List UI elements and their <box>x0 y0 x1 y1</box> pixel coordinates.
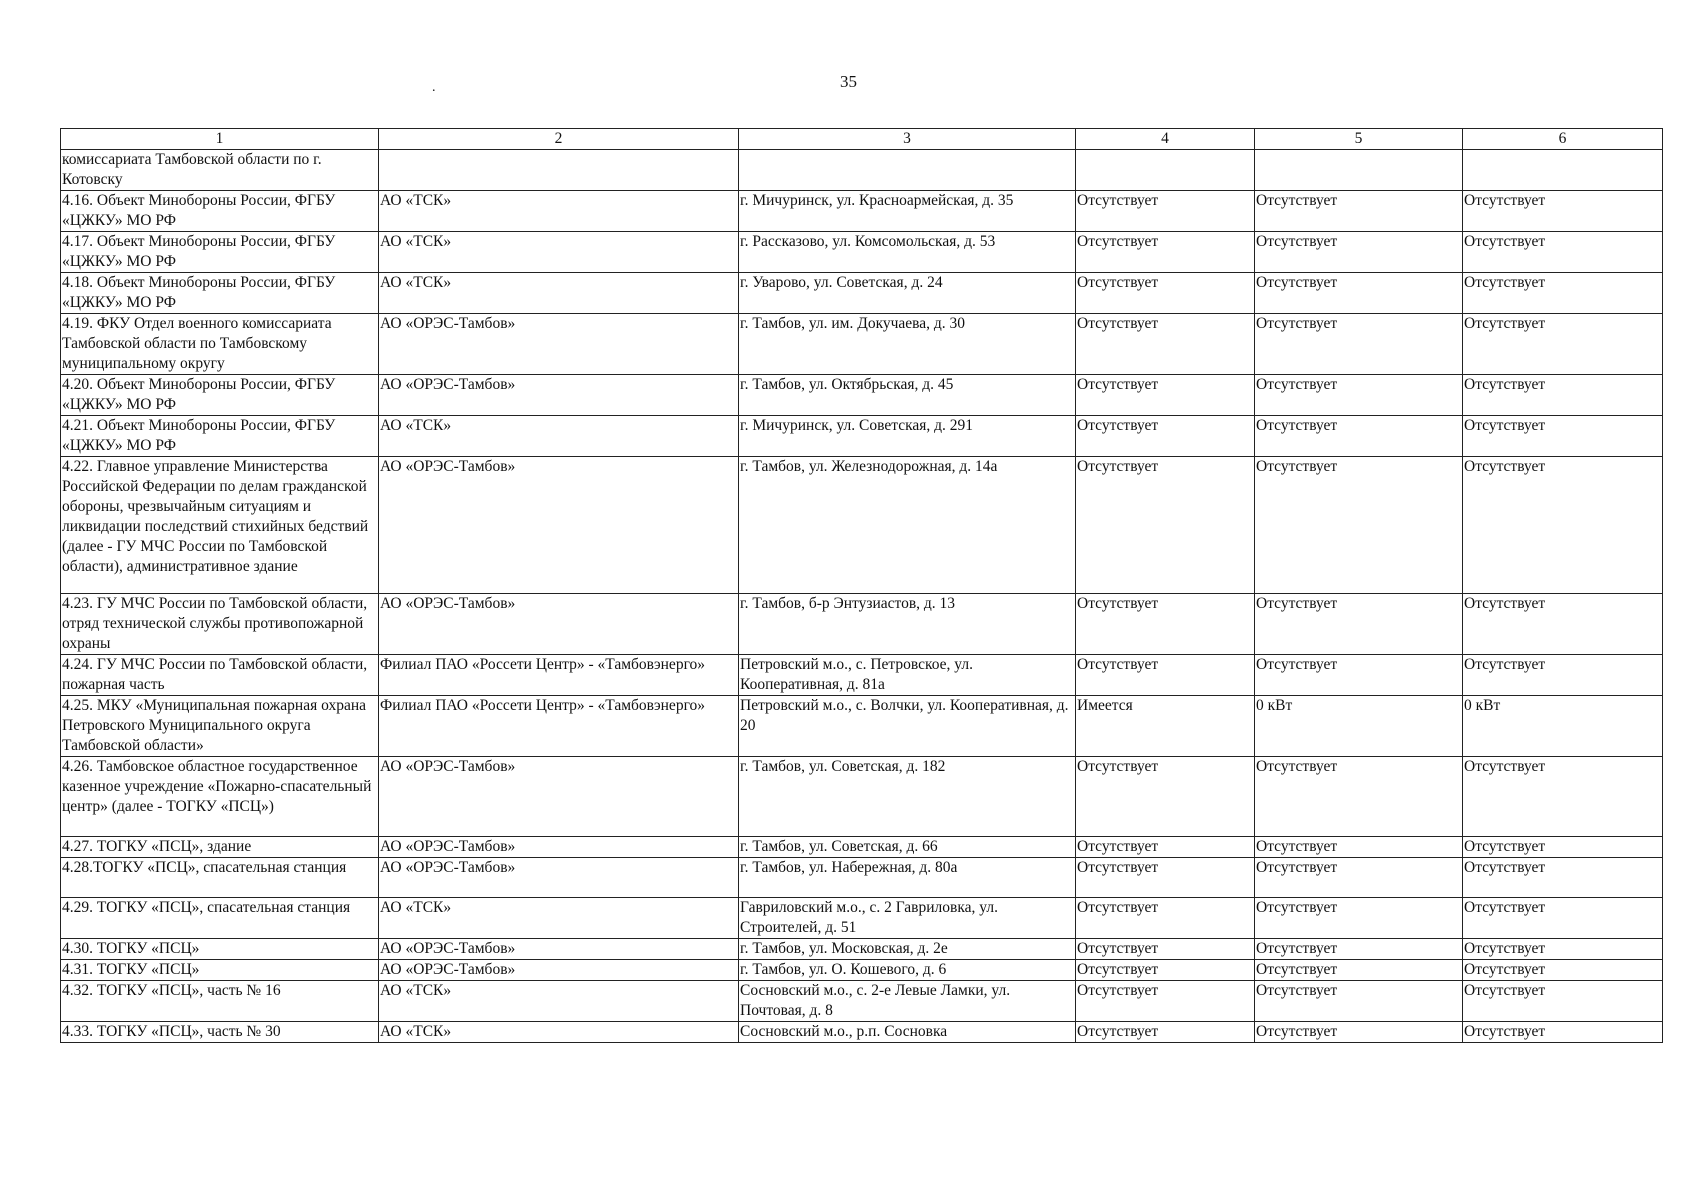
table-cell-col-4: Отсутствует <box>1076 960 1255 981</box>
table-cell-col-3: Сосновский м.о., р.п. Сосновка <box>739 1022 1076 1043</box>
table-cell-col-4: Отсутствует <box>1076 898 1255 939</box>
table-cell-col-1: 4.19. ФКУ Отдел военного комиссариата Тамбовской области по Тамбовскому муниципальному округу <box>61 314 379 375</box>
table-cell-col-3: г. Тамбов, ул. Октябрьская, д. 45 <box>739 375 1076 416</box>
table-cell-col-1: 4.21. Объект Минобороны России, ФГБУ «ЦЖКУ» МО РФ <box>61 416 379 457</box>
page-number: 35 <box>840 72 857 91</box>
table-cell-col-2: АО «ОРЭС-Тамбов» <box>379 939 739 960</box>
table-cell-col-2: АО «ТСК» <box>379 232 739 273</box>
column-header: 1 <box>61 129 379 150</box>
table-row <box>61 191 1663 232</box>
table-cell-col-6: Отсутствует <box>1463 1022 1663 1043</box>
table-row <box>61 757 1663 837</box>
table-cell-col-2 <box>379 150 739 191</box>
table-cell-col-4: Отсутствует <box>1076 191 1255 232</box>
table-cell-col-3: г. Тамбов, б-р Энтузиастов, д. 13 <box>739 594 1076 655</box>
table-cell-col-5: Отсутствует <box>1255 1022 1463 1043</box>
table-cell-col-6: Отсутствует <box>1463 939 1663 960</box>
table-row <box>61 960 1663 981</box>
table-cell-col-1: 4.17. Объект Минобороны России, ФГБУ «ЦЖКУ» МО РФ <box>61 232 379 273</box>
table-cell-col-1: 4.33. ТОГКУ «ПСЦ», часть № 30 <box>61 1022 379 1043</box>
table-row <box>61 375 1663 416</box>
table-cell-col-6: Отсутствует <box>1463 898 1663 939</box>
table-cell-col-3: г. Тамбов, ул. им. Докучаева, д. 30 <box>739 314 1076 375</box>
table-cell-col-4: Отсутствует <box>1076 314 1255 375</box>
table-cell-col-3 <box>739 150 1076 191</box>
table-row <box>61 594 1663 655</box>
table-cell-col-3: г. Уварово, ул. Советская, д. 24 <box>739 273 1076 314</box>
table-cell-col-1: 4.31. ТОГКУ «ПСЦ» <box>61 960 379 981</box>
table-cell-col-1: 4.16. Объект Минобороны России, ФГБУ «ЦЖКУ» МО РФ <box>61 191 379 232</box>
table-cell-col-5: 0 кВт <box>1255 696 1463 757</box>
table-cell-col-3: г. Тамбов, ул. Советская, д. 66 <box>739 837 1076 858</box>
table-cell-col-5: Отсутствует <box>1255 898 1463 939</box>
table-cell-col-3: г. Тамбов, ул. О. Кошевого, д. 6 <box>739 960 1076 981</box>
table-cell-col-6: Отсутствует <box>1463 314 1663 375</box>
table-cell-col-4: Отсутствует <box>1076 594 1255 655</box>
table-cell-col-6: Отсутствует <box>1463 232 1663 273</box>
table-cell-col-1: 4.32. ТОГКУ «ПСЦ», часть № 16 <box>61 981 379 1022</box>
table-cell-col-1: 4.20. Объект Минобороны России, ФГБУ «ЦЖКУ» МО РФ <box>61 375 379 416</box>
table-cell-col-5: Отсутствует <box>1255 858 1463 898</box>
table-cell-col-5: Отсутствует <box>1255 960 1463 981</box>
header-row <box>61 129 1663 150</box>
table-row <box>61 416 1663 457</box>
table-cell-col-3: г. Тамбов, ул. Набережная, д. 80а <box>739 858 1076 898</box>
table-cell-col-3: г. Рассказово, ул. Комсомольская, д. 53 <box>739 232 1076 273</box>
table-cell-col-1: 4.24. ГУ МЧС России по Тамбовской области, пожарная часть <box>61 655 379 696</box>
table-cell-col-3: г. Тамбов, ул. Советская, д. 182 <box>739 757 1076 837</box>
table-cell-col-6: Отсутствует <box>1463 457 1663 594</box>
table-cell-col-4: Отсутствует <box>1076 1022 1255 1043</box>
table-cell-col-1: 4.29. ТОГКУ «ПСЦ», спасательная станция <box>61 898 379 939</box>
table-cell-col-2: АО «ТСК» <box>379 191 739 232</box>
table-row <box>61 898 1663 939</box>
table-cell-col-6: Отсутствует <box>1463 837 1663 858</box>
table-cell-col-5: Отсутствует <box>1255 757 1463 837</box>
table-cell-col-1: 4.23. ГУ МЧС России по Тамбовской области, отряд технической службы противопожарной охраны <box>61 594 379 655</box>
table-cell-col-6: Отсутствует <box>1463 416 1663 457</box>
table-cell-col-1: 4.25. МКУ «Муниципальная пожарная охрана Петровского Муниципального округа Тамбовской области» <box>61 696 379 757</box>
table-cell-col-3: г. Мичуринск, ул. Советская, д. 291 <box>739 416 1076 457</box>
table-cell-col-2: АО «ОРЭС-Тамбов» <box>379 314 739 375</box>
table-cell-col-6: Отсутствует <box>1463 858 1663 898</box>
table-cell-col-2: АО «ТСК» <box>379 416 739 457</box>
table-cell-col-4: Отсутствует <box>1076 858 1255 898</box>
table-cell-col-3: Петровский м.о., с. Волчки, ул. Кооперативная, д. 20 <box>739 696 1076 757</box>
table-cell-col-4: Отсутствует <box>1076 981 1255 1022</box>
table-cell-col-5: Отсутствует <box>1255 232 1463 273</box>
table-cell-col-4: Отсутствует <box>1076 757 1255 837</box>
column-header: 6 <box>1463 129 1663 150</box>
table-row <box>61 858 1663 898</box>
table-row <box>61 314 1663 375</box>
table-cell-col-4: Отсутствует <box>1076 457 1255 594</box>
table-cell-col-4: Отсутствует <box>1076 232 1255 273</box>
column-header: 3 <box>739 129 1076 150</box>
table-cell-col-2: АО «ТСК» <box>379 1022 739 1043</box>
table-cell-col-4: Отсутствует <box>1076 655 1255 696</box>
table-cell-col-6 <box>1463 150 1663 191</box>
table-cell-col-6: 0 кВт <box>1463 696 1663 757</box>
table-cell-col-2: АО «ТСК» <box>379 898 739 939</box>
table-cell-col-2: Филиал ПАО «Россети Центр» - «Тамбовэнерго» <box>379 696 739 757</box>
table-cell-col-1: 4.18. Объект Минобороны России, ФГБУ «ЦЖКУ» МО РФ <box>61 273 379 314</box>
table-cell-col-4: Отсутствует <box>1076 939 1255 960</box>
column-header: 5 <box>1255 129 1463 150</box>
table-cell-col-4: Имеется <box>1076 696 1255 757</box>
table-cell-col-2: АО «ОРЭС-Тамбов» <box>379 457 739 594</box>
table-cell-col-5: Отсутствует <box>1255 191 1463 232</box>
table-cell-col-4: Отсутствует <box>1076 416 1255 457</box>
column-header: 4 <box>1076 129 1255 150</box>
table-cell-col-2: АО «ОРЭС-Тамбов» <box>379 960 739 981</box>
table-cell-col-3: г. Мичуринск, ул. Красноармейская, д. 35 <box>739 191 1076 232</box>
table-row <box>61 150 1663 191</box>
table-cell-col-5 <box>1255 150 1463 191</box>
table-row <box>61 655 1663 696</box>
table-cell-col-5: Отсутствует <box>1255 375 1463 416</box>
table-cell-col-1: 4.26. Тамбовское областное государственное казенное учреждение «Пожарно-спасательный центр» (далее - ТОГКУ «ПСЦ») <box>61 757 379 837</box>
table-cell-col-2: Филиал ПАО «Россети Центр» - «Тамбовэнерго» <box>379 655 739 696</box>
table-cell-col-6: Отсутствует <box>1463 757 1663 837</box>
table-cell-col-4: Отсутствует <box>1076 837 1255 858</box>
table-cell-col-5: Отсутствует <box>1255 594 1463 655</box>
table-cell-col-6: Отсутствует <box>1463 594 1663 655</box>
table-cell-col-3: г. Тамбов, ул. Железнодорожная, д. 14а <box>739 457 1076 594</box>
table-cell-col-4 <box>1076 150 1255 191</box>
table-cell-col-3: Петровский м.о., с. Петровское, ул. Кооперативная, д. 81а <box>739 655 1076 696</box>
table-cell-col-5: Отсутствует <box>1255 314 1463 375</box>
table-row <box>61 232 1663 273</box>
table-cell-col-2: АО «ОРЭС-Тамбов» <box>379 858 739 898</box>
table-cell-col-1: 4.27. ТОГКУ «ПСЦ», здание <box>61 837 379 858</box>
table-cell-col-6: Отсутствует <box>1463 273 1663 314</box>
table-cell-col-5: Отсутствует <box>1255 273 1463 314</box>
table-cell-col-3: Сосновский м.о., с. 2-е Левые Ламки, ул. Почтовая, д. 8 <box>739 981 1076 1022</box>
table-row <box>61 696 1663 757</box>
table-cell-col-3: Гавриловский м.о., с. 2 Гавриловка, ул. Строителей, д. 51 <box>739 898 1076 939</box>
table-cell-col-5: Отсутствует <box>1255 837 1463 858</box>
table-row <box>61 457 1663 594</box>
table-cell-col-2: АО «ОРЭС-Тамбов» <box>379 757 739 837</box>
table-row <box>61 939 1663 960</box>
table-row <box>61 1022 1663 1043</box>
table-cell-col-1: 4.28.ТОГКУ «ПСЦ», спасательная станция <box>61 858 379 898</box>
scan-mark: . <box>432 80 436 95</box>
table-cell-col-5: Отсутствует <box>1255 655 1463 696</box>
table-cell-col-1: 4.22. Главное управление Министерства Российской Федерации по делам гражданской обороны, чрезвычайным ситуациям и ликвидации последствий стихийных бедствий (далее - ГУ МЧС России по Тамбовской области), административное здание <box>61 457 379 594</box>
table-cell-col-1: 4.30. ТОГКУ «ПСЦ» <box>61 939 379 960</box>
table-cell-col-6: Отсутствует <box>1463 960 1663 981</box>
table-cell-col-1: комиссариата Тамбовской области по г. Котовску <box>61 150 379 191</box>
table-cell-col-5: Отсутствует <box>1255 416 1463 457</box>
table-row <box>61 273 1663 314</box>
table-cell-col-6: Отсутствует <box>1463 191 1663 232</box>
table-cell-col-2: АО «ТСК» <box>379 981 739 1022</box>
table-cell-col-3: г. Тамбов, ул. Московская, д. 2е <box>739 939 1076 960</box>
facilities-table <box>60 128 1663 1043</box>
table-row <box>61 837 1663 858</box>
table-cell-col-4: Отсутствует <box>1076 375 1255 416</box>
table-cell-col-6: Отсутствует <box>1463 655 1663 696</box>
table-cell-col-2: АО «ТСК» <box>379 273 739 314</box>
table-cell-col-2: АО «ОРЭС-Тамбов» <box>379 375 739 416</box>
table-cell-col-2: АО «ОРЭС-Тамбов» <box>379 837 739 858</box>
table-cell-col-4: Отсутствует <box>1076 273 1255 314</box>
table-cell-col-5: Отсутствует <box>1255 939 1463 960</box>
column-header: 2 <box>379 129 739 150</box>
table-cell-col-6: Отсутствует <box>1463 375 1663 416</box>
table-cell-col-2: АО «ОРЭС-Тамбов» <box>379 594 739 655</box>
table-cell-col-5: Отсутствует <box>1255 457 1463 594</box>
table-cell-col-6: Отсутствует <box>1463 981 1663 1022</box>
table-row <box>61 981 1663 1022</box>
table-cell-col-5: Отсутствует <box>1255 981 1463 1022</box>
